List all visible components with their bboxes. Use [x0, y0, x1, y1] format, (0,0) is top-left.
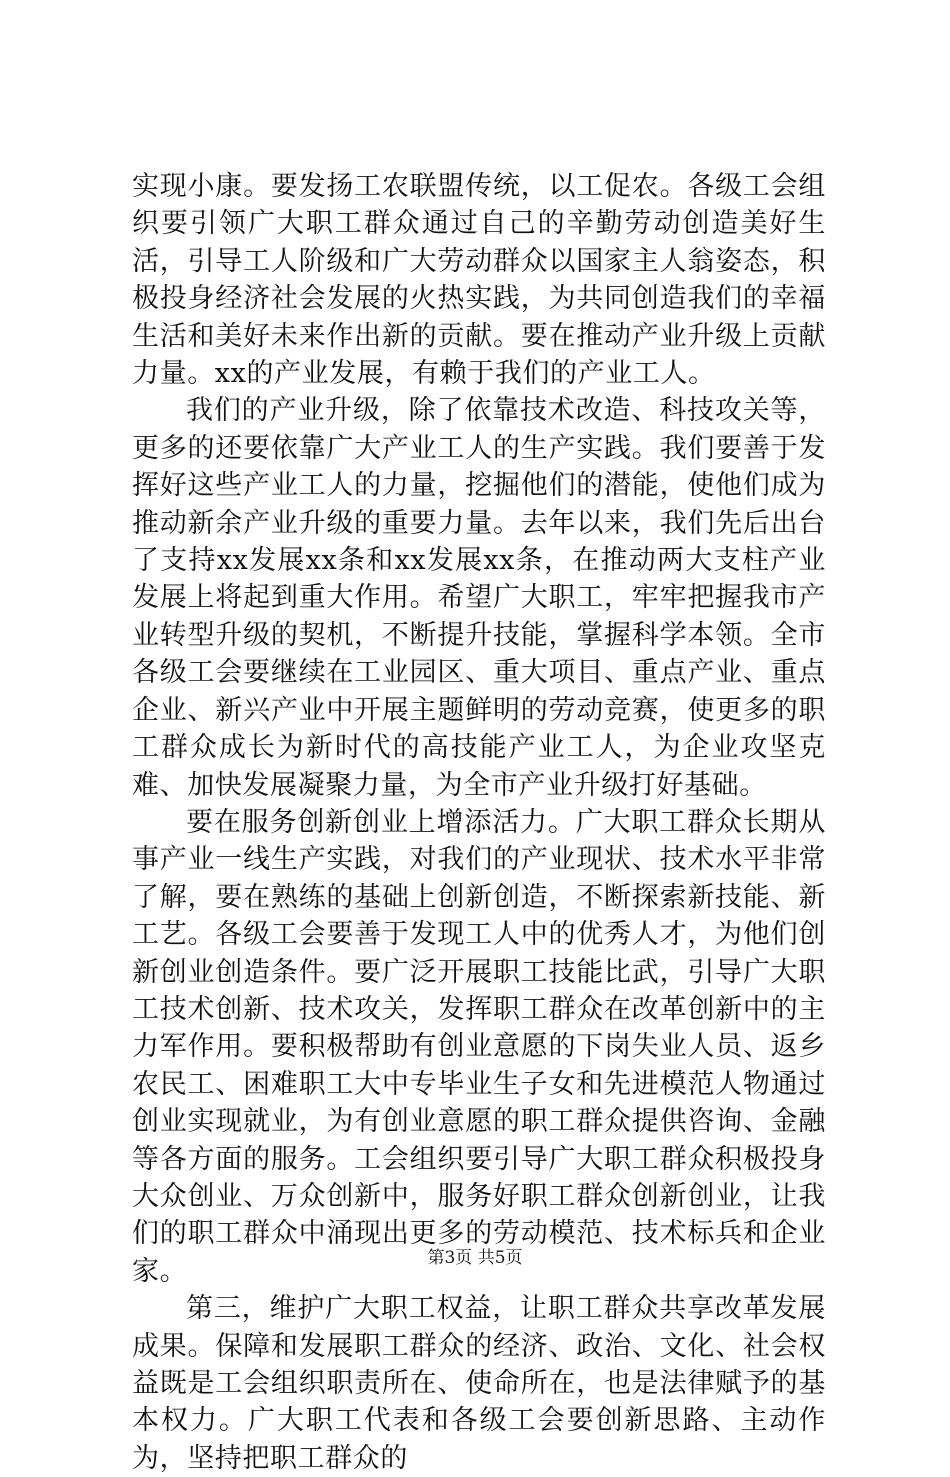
paragraph-1: 实现小康。要发扬工农联盟传统，以工促农。各级工会组织要引领广大职工群众通过自己的辛勤劳动创造美好生活，引导工人阶级和广大劳动群众以国家主人翁姿态，积极投身经济社会发展的火热实践，为共同创造我们的幸福生活和美好未来作出新的贡献。要在推动产业升级上贡献力量。xx的产业发展，有赖于我们的产业工人。 — [132, 171, 826, 390]
paragraph-3: 要在服务创新创业上增添活力。广大职工群众长期从事产业一线生产实践，对我们的产业现状、技术水平非常了解，要在熟练的基础上创新创造，不断探索新技能、新工艺。各级工会要善于发现工人中的优秀人才，为他们创新创业创造条件。要广泛开展职工技能比武，引导广大职工技术创新、技术攻关，发挥职工群众在改革创新中的主力军作用。要积极帮助有创业意愿的下岗失业人员、返乡农民工、困难职工大中专毕业生子女和先进模范人物通过创业实现就业，为有创业意愿的职工群众提供咨询、金融等各方面的服务。工会组织要引导广大职工群众积极投身大众创业、万众创新中，服务好职工群众创新创业，让我们的职工群众中涌现出更多的劳动模范、技术标兵和企业家。 — [132, 806, 826, 1287]
paragraph-2: 我们的产业升级，除了依靠技术改造、科技攻关等，更多的还要依靠广大产业工人的生产实践。我们要善于发挥好这些产业工人的力量，挖掘他们的潜能，使他们成为推动新余产业升级的重要力量。去年以来，我们先后出台了支持xx发展xx条和xx发展xx条，在推动两大支柱产业发展上将起到重大作用。希望广大职工，牢牢把握我市产业转型升级的契机，不断提升技能，掌握科学本领。全市各级工会要继续在工业园区、重大项目、重点产业、重点企业、新兴产业中开展主题鲜明的劳动竞赛，使更多的职工群众成长为新时代的高技能产业工人，为企业攻坚克难、加快发展凝聚力量，为全市产业升级打好基础。 — [132, 395, 826, 801]
document-body — [132, 168, 826, 1477]
paragraph-4: 第三，维护广大职工权益，让职工群众共享改革发展成果。保障和发展职工群众的经济、政治、文化、社会权益既是工会组织职责所在、使命所在，也是法律赋予的基本权力。广大职工代表和各级工会要创新思路、主动作为，坚持把职工群众的 — [132, 1293, 826, 1474]
page-number-footer: 第3页 共5页 — [427, 1248, 523, 1268]
